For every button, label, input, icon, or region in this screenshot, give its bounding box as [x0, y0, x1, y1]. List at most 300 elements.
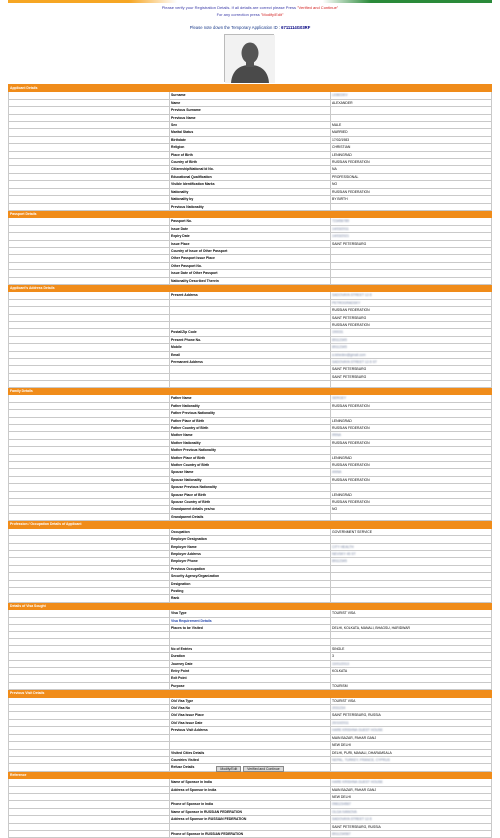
row-spacer [9, 653, 170, 660]
row-spacer [9, 136, 170, 143]
row-spacer [9, 381, 170, 388]
section-header-label: Details of Visa Sought [9, 602, 492, 609]
row-spacer [9, 536, 170, 543]
field-label: Present Address [170, 292, 331, 299]
detail-row [9, 617, 492, 624]
detail-row [9, 262, 492, 269]
field-label: Mother Name [170, 432, 331, 439]
row-spacer [9, 255, 170, 262]
field-value: SADOVAYA STREET 12-5 ST [331, 359, 492, 366]
field-label [170, 734, 331, 741]
field-label [170, 742, 331, 749]
field-label: Posting [170, 587, 331, 594]
row-spacer [9, 573, 170, 580]
row-spacer [9, 99, 170, 106]
row-spacer [9, 277, 170, 284]
verify-button-reference: "Verified and Continue" [297, 5, 339, 10]
section-header [9, 210, 492, 217]
field-value: LENINGRAD [331, 417, 492, 424]
row-spacer [9, 506, 170, 513]
detail-row [9, 476, 492, 483]
detail-row [9, 653, 492, 660]
row-spacer [9, 114, 170, 121]
field-value: SADOVAYA STREET 12-5 [331, 816, 492, 823]
detail-row [9, 107, 492, 114]
detail-row [9, 447, 492, 454]
field-label: Employer Name [170, 543, 331, 550]
detail-row [9, 558, 492, 565]
detail-row [9, 543, 492, 550]
detail-row [9, 122, 492, 129]
detail-row [9, 624, 492, 631]
detail-row [9, 587, 492, 594]
field-value: 89112345 [331, 344, 492, 351]
field-value [331, 639, 492, 646]
field-value [331, 536, 492, 543]
detail-row [9, 823, 492, 830]
detail-row [9, 188, 492, 195]
section-header-label: Applicant Details [9, 85, 492, 92]
field-value: 14/03/2021 [331, 233, 492, 240]
field-value: 89112345 [331, 336, 492, 343]
detail-row [9, 240, 492, 247]
detail-row [9, 381, 492, 388]
detail-row [9, 808, 492, 815]
row-spacer [9, 454, 170, 461]
row-spacer [9, 749, 170, 756]
detail-row [9, 830, 492, 837]
detail-row [9, 92, 492, 99]
detail-row [9, 697, 492, 704]
field-value: RUSSIAN FEDERATION [331, 402, 492, 409]
field-value [331, 617, 492, 624]
detail-row [9, 144, 492, 151]
row-spacer [9, 528, 170, 535]
field-label: Expiry Date [170, 233, 331, 240]
field-value: DELHI, KOLKATA, MANALI, BHAGSU, HARIDWAR [331, 624, 492, 631]
row-spacer [9, 550, 170, 557]
field-label: Mother Country of Birth [170, 462, 331, 469]
detail-row [9, 99, 492, 106]
detail-row [9, 705, 492, 712]
field-label: Country of Issue of Other Passport [170, 247, 331, 254]
field-value: RUSSIAN FEDERATION [331, 499, 492, 506]
field-value: 17/02/1983 [331, 136, 492, 143]
verified-continue-button[interactable]: Verified and Continue [243, 766, 283, 772]
field-label: Grandparent details yes/no [170, 506, 331, 513]
field-value [331, 107, 492, 114]
field-value: MALE [331, 122, 492, 129]
detail-row [9, 344, 492, 351]
field-label: Father Place of Birth [170, 417, 331, 424]
row-spacer [9, 292, 170, 299]
row-spacer [9, 830, 170, 837]
row-spacer [9, 645, 170, 652]
field-label: Old Visa Type [170, 697, 331, 704]
detail-row [9, 425, 492, 432]
action-bar [8, 766, 492, 772]
field-label: Issue Date of Other Passport [170, 270, 331, 277]
row-spacer [9, 314, 170, 321]
section-header-label: Passport Details [9, 210, 492, 217]
visa-requirement-details-link[interactable]: Visa Requirement Details [170, 617, 331, 624]
row-spacer [9, 712, 170, 719]
field-value: LENINGRAD [331, 454, 492, 461]
field-label [170, 632, 331, 639]
detail-row [9, 255, 492, 262]
section-header-label: Previous Visit Details [9, 690, 492, 697]
detail-row [9, 499, 492, 506]
field-label: Grandparent Details [170, 513, 331, 520]
row-spacer [9, 697, 170, 704]
detail-row [9, 159, 492, 166]
field-label: Employer Designation [170, 536, 331, 543]
field-label: Spouse Nationality [170, 476, 331, 483]
detail-row [9, 734, 492, 741]
field-label: Permanent Address [170, 359, 331, 366]
section-header [9, 690, 492, 697]
field-value [331, 573, 492, 580]
row-spacer [9, 660, 170, 667]
field-value: CHRISTIAN [331, 144, 492, 151]
detail-row [9, 462, 492, 469]
field-label: Spouse Country of Birth [170, 499, 331, 506]
row-spacer [9, 402, 170, 409]
detail-row [9, 329, 492, 336]
field-value [331, 277, 492, 284]
field-value: LENINGRAD [331, 491, 492, 498]
field-value [331, 381, 492, 388]
row-spacer [9, 395, 170, 402]
row-spacer [9, 779, 170, 786]
field-value [331, 255, 492, 262]
field-label [170, 793, 331, 800]
field-label: Visible Identification Marks [170, 181, 331, 188]
detail-row [9, 786, 492, 793]
detail-row [9, 218, 492, 225]
detail-row [9, 270, 492, 277]
detail-row [9, 484, 492, 491]
detail-row [9, 513, 492, 520]
field-label: Journey Date [170, 660, 331, 667]
field-value: NEVSKY 45 ST [331, 550, 492, 557]
field-value [331, 447, 492, 454]
field-value: 3 [331, 653, 492, 660]
field-label: Citizenship/National Id No. [170, 166, 331, 173]
row-spacer [9, 425, 170, 432]
row-spacer [9, 734, 170, 741]
field-value: SAINT PETERSBURG [331, 240, 492, 247]
field-value: RUSSIAN FEDERATION [331, 307, 492, 314]
detail-row [9, 742, 492, 749]
row-spacer [9, 107, 170, 114]
row-spacer [9, 307, 170, 314]
field-value: RUSSIAN FEDERATION [331, 439, 492, 446]
field-value: NEW DELHI [331, 742, 492, 749]
row-spacer [9, 580, 170, 587]
field-label: Occupation [170, 528, 331, 535]
row-spacer [9, 610, 170, 617]
section-header [9, 284, 492, 291]
field-label: Mother Previous Nationality [170, 447, 331, 454]
field-label: Phone of Sponsor in India [170, 801, 331, 808]
field-label: Old Visa Issue Date [170, 719, 331, 726]
field-value [331, 587, 492, 594]
row-spacer [9, 808, 170, 815]
row-spacer [9, 166, 170, 173]
field-value: RUSSIAN FEDERATION [331, 322, 492, 329]
field-value: TOURISM [331, 682, 492, 689]
field-label: Old Visa Issue Place [170, 712, 331, 719]
detail-row [9, 129, 492, 136]
row-spacer [9, 816, 170, 823]
field-value: KOLKATA [331, 668, 492, 675]
field-value: MARRIED [331, 129, 492, 136]
field-label: Visited Cities Details [170, 749, 331, 756]
row-spacer [9, 129, 170, 136]
row-spacer [9, 366, 170, 373]
field-label: Name of Sponsor in India [170, 779, 331, 786]
field-value: HARE KRISHNA GUEST HOUSE [331, 779, 492, 786]
field-value: SAINT PETERSBURG [331, 314, 492, 321]
detail-row [9, 491, 492, 498]
field-value [331, 484, 492, 491]
row-spacer [9, 417, 170, 424]
row-spacer [9, 359, 170, 366]
row-spacer [9, 565, 170, 572]
row-spacer [9, 513, 170, 520]
row-spacer [9, 491, 170, 498]
detail-row [9, 181, 492, 188]
row-spacer [9, 92, 170, 99]
field-value: LENINGRAD [331, 151, 492, 158]
registration-details-table [8, 84, 492, 838]
field-value: NEPAL, TURKEY, FRANCE, CYPRUS [331, 756, 492, 763]
application-id-label: Please note down the Temporary Application ID : [189, 25, 280, 30]
field-value: LEBEDEV [331, 92, 492, 99]
field-label: No of Entries [170, 645, 331, 652]
detail-row [9, 114, 492, 121]
field-label: Refuse Details [170, 764, 331, 771]
row-spacer [9, 668, 170, 675]
field-value: PETROGRADSKY [331, 299, 492, 306]
row-spacer [9, 270, 170, 277]
detail-row [9, 196, 492, 203]
field-label: Surname [170, 92, 331, 99]
field-value: RUSSIAN FEDERATION [331, 159, 492, 166]
field-label: Address of Sponsor in India [170, 786, 331, 793]
field-value: 190031 [331, 329, 492, 336]
row-spacer [9, 344, 170, 351]
field-label: Spouse Place of Birth [170, 491, 331, 498]
field-value [331, 270, 492, 277]
detail-row [9, 645, 492, 652]
row-spacer [9, 432, 170, 439]
field-label: Spouse Name [170, 469, 331, 476]
field-value [331, 262, 492, 269]
field-value: 2031234 [331, 705, 492, 712]
row-spacer [9, 188, 170, 195]
field-value: OLGA IVANOVA [331, 808, 492, 815]
field-value: 0981234567 [331, 801, 492, 808]
row-spacer [9, 410, 170, 417]
detail-row [9, 573, 492, 580]
field-value: 14/03/2011 [331, 225, 492, 232]
field-value [331, 513, 492, 520]
field-label: Previous Surname [170, 107, 331, 114]
detail-row [9, 749, 492, 756]
field-label: Previous Nationality [170, 203, 331, 210]
field-value: SADOVAYA STREET 12-5 [331, 292, 492, 299]
row-spacer [9, 727, 170, 734]
field-label: Place of Birth [170, 151, 331, 158]
field-value: RUSSIAN FEDERATION [331, 476, 492, 483]
field-value [331, 247, 492, 254]
row-spacer [9, 719, 170, 726]
row-spacer [9, 240, 170, 247]
field-label: Name [170, 99, 331, 106]
row-spacer [9, 173, 170, 180]
field-label: Educational Qualification [170, 173, 331, 180]
detail-row [9, 454, 492, 461]
detail-row [9, 595, 492, 602]
field-value: RUSSIAN FEDERATION [331, 425, 492, 432]
detail-row [9, 536, 492, 543]
field-label: Other Passport Issue Place [170, 255, 331, 262]
detail-row [9, 410, 492, 417]
row-spacer [9, 299, 170, 306]
field-value: SAINT PETERSBURG, RUSSIA [331, 712, 492, 719]
field-label: Exit Point [170, 675, 331, 682]
detail-row [9, 610, 492, 617]
detail-row [9, 550, 492, 557]
detail-row [9, 402, 492, 409]
row-spacer [9, 742, 170, 749]
verify-notice-text: Please verify your Registration Details. If all details are correct please Press [161, 5, 298, 10]
field-label: Phone of Sponsor in RUSSIAN FEDERATION [170, 830, 331, 837]
detail-row [9, 682, 492, 689]
field-value: NO [331, 181, 492, 188]
field-label [170, 823, 331, 830]
field-value: RUSSIAN FEDERATION [331, 462, 492, 469]
row-spacer [9, 336, 170, 343]
row-spacer [9, 122, 170, 129]
detail-row [9, 351, 492, 358]
detail-row [9, 173, 492, 180]
field-label [170, 639, 331, 646]
row-spacer [9, 196, 170, 203]
detail-row [9, 299, 492, 306]
row-spacer [9, 476, 170, 483]
detail-row [9, 151, 492, 158]
field-label: Nationality [170, 188, 331, 195]
row-spacer [9, 484, 170, 491]
field-label: Purpose [170, 682, 331, 689]
row-spacer [9, 756, 170, 763]
detail-row [9, 565, 492, 572]
detail-row [9, 793, 492, 800]
modify-button-reference: "Modify/Edit" [260, 12, 284, 17]
field-label: Address of Sponsor in RUSSIAN FEDERATION [170, 816, 331, 823]
field-label: Visa Type [170, 610, 331, 617]
detail-row [9, 727, 492, 734]
section-header [9, 85, 492, 92]
field-label [170, 381, 331, 388]
row-spacer [9, 203, 170, 210]
field-label: Countries Visited [170, 756, 331, 763]
row-spacer [9, 351, 170, 358]
detail-row [9, 225, 492, 232]
field-label: Father Name [170, 395, 331, 402]
detail-row [9, 166, 492, 173]
field-value: SAINT PETERSBURG, RUSSIA [331, 823, 492, 830]
detail-row [9, 719, 492, 726]
temporary-application-id [8, 25, 492, 30]
row-spacer [9, 144, 170, 151]
field-label: Birthdate [170, 136, 331, 143]
field-label: Father Country of Birth [170, 425, 331, 432]
row-spacer [9, 447, 170, 454]
field-label: Religion [170, 144, 331, 151]
field-label: Employer Phone [170, 558, 331, 565]
detail-row [9, 639, 492, 646]
row-spacer [9, 801, 170, 808]
field-value: RUSSIAN FEDERATION [331, 188, 492, 195]
row-spacer [9, 329, 170, 336]
detail-row [9, 373, 492, 380]
section-header [9, 602, 492, 609]
field-label: Country of Birth [170, 159, 331, 166]
correction-notice [8, 12, 492, 17]
field-label: Marital Status [170, 129, 331, 136]
modify-edit-button[interactable]: Modify/Edit [216, 766, 241, 772]
detail-row [9, 366, 492, 373]
field-label: Employer Address [170, 550, 331, 557]
row-spacer [9, 225, 170, 232]
row-spacer [9, 262, 170, 269]
application-id-value: 6711114G03RF [281, 25, 311, 30]
field-label [170, 373, 331, 380]
detail-row [9, 417, 492, 424]
row-spacer [9, 439, 170, 446]
field-value: 723456789 [331, 218, 492, 225]
field-label: Sex [170, 122, 331, 129]
field-label: Places to be Visited [170, 624, 331, 631]
field-label: Other Passport No. [170, 262, 331, 269]
field-label [170, 322, 331, 329]
field-label: Spouse Previous Nationality [170, 484, 331, 491]
detail-row [9, 779, 492, 786]
field-value: PROFESSIONAL [331, 173, 492, 180]
field-label: Mobile [170, 344, 331, 351]
field-value: ALEXANDER [331, 99, 492, 106]
field-value: MAIN BAZAR, PAHAR GANJ [331, 734, 492, 741]
field-label: Issue Place [170, 240, 331, 247]
field-label: Security Agency/Organization [170, 573, 331, 580]
field-label [170, 307, 331, 314]
row-spacer [9, 793, 170, 800]
field-value: 20/10/2011 [331, 719, 492, 726]
detail-row [9, 314, 492, 321]
detail-row [9, 668, 492, 675]
row-spacer [9, 462, 170, 469]
field-value: NEW DELHI [331, 793, 492, 800]
field-label: Previous Name [170, 114, 331, 121]
detail-row [9, 632, 492, 639]
field-value: 10/01/2013 [331, 660, 492, 667]
detail-row [9, 277, 492, 284]
field-value: a.lebedev@gmail.com [331, 351, 492, 358]
